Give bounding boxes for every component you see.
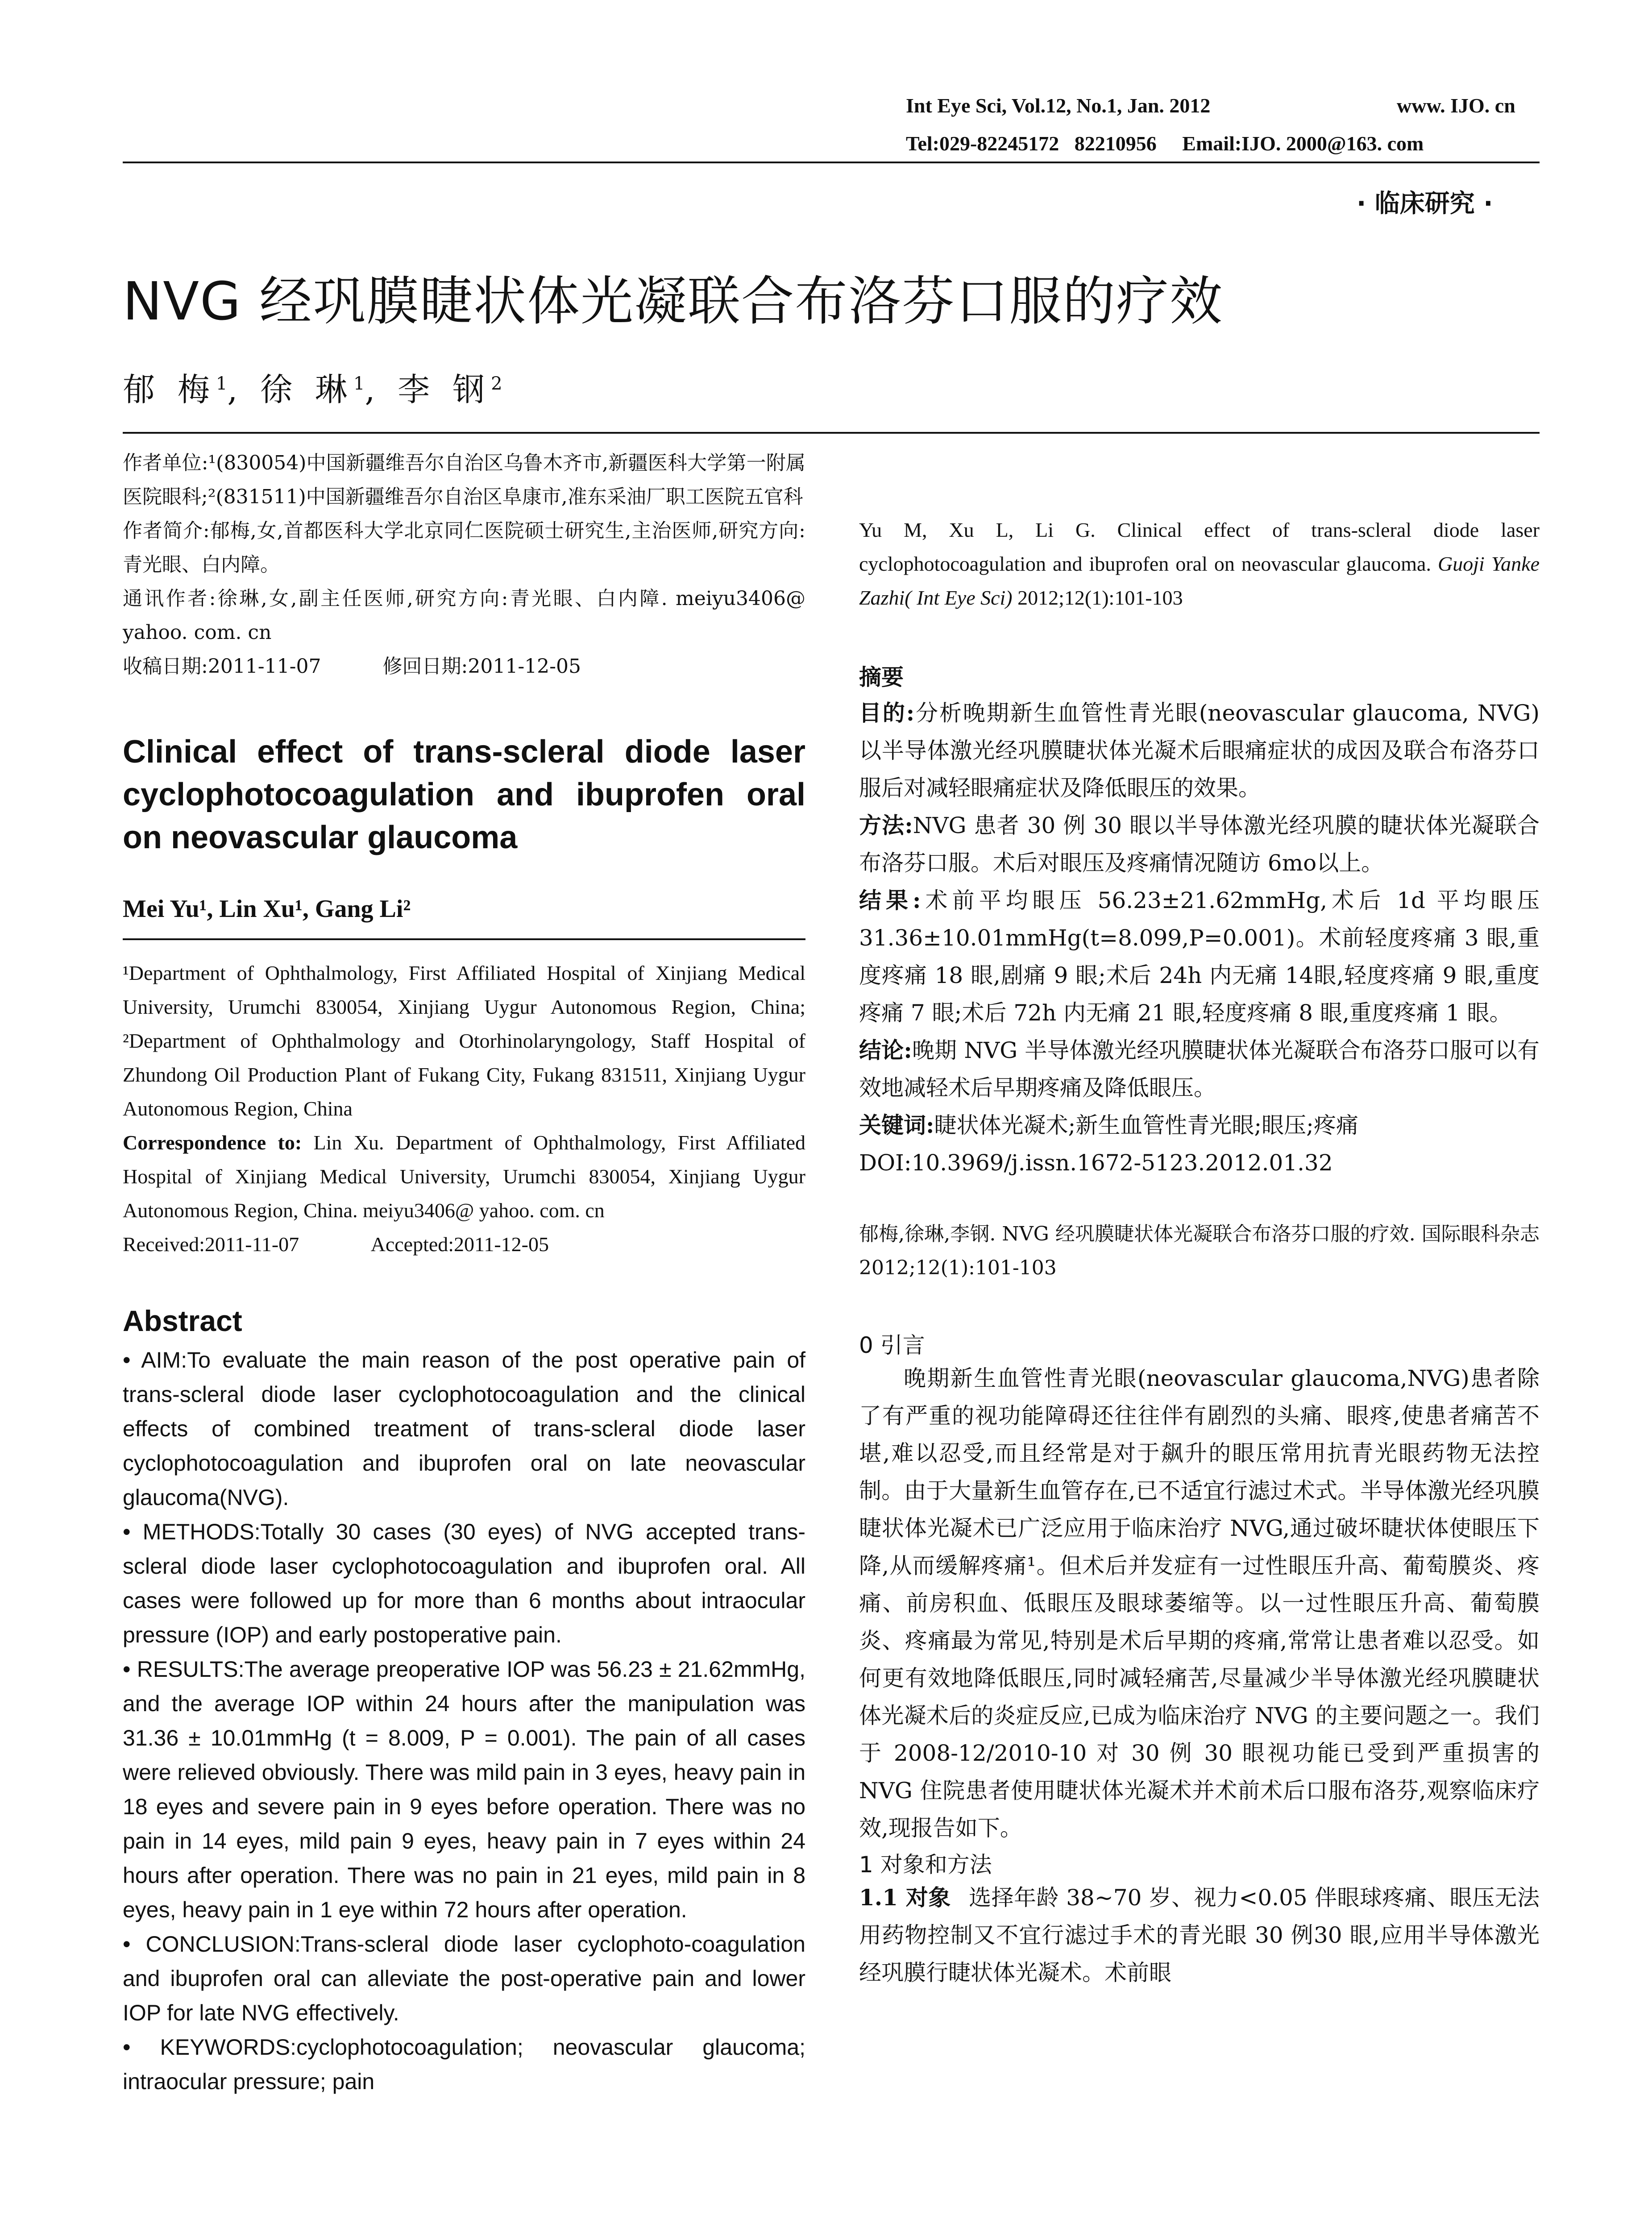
en-title: Clinical effect of trans-scleral diode laser cyclophotocoagulation and ibuprofen oral on neovascular glaucoma [123, 734, 805, 855]
intro-heading: 0 引言 [859, 1332, 925, 1358]
abstract-results [123, 1652, 805, 1927]
left-column [123, 446, 805, 2099]
citation-en-text: Yu M, Xu L, Li G. Clinical effect of trans-scleral diode laser cyclophotocoagulation and ibuprofen oral on neovascular glaucoma. [859, 518, 1540, 575]
author-list: 郁 梅$^1$, 徐 琳$^1$, 李 钢$^2$ [123, 371, 502, 408]
correspondence-label: Correspondence to: [123, 1131, 302, 1154]
cn-abstract-results [859, 882, 1540, 1032]
journal-website: www. IJO. cn [1397, 94, 1515, 117]
cn-results-text: 术前平均眼压 56.23±21.62mmHg,术后 1d 平均眼压 31.36±10.01mmHg(t=8.099,P=0.001)。术前轻度疼痛 3 眼,重度疼痛 18 眼,剧痛 9 眼;术后 24h 内无痛 14眼,轻度疼痛 9 眼,重度疼痛 7 眼;术后 72h 内无痛 21 眼,轻度疼痛 8 眼,重度疼痛 1 眼。 [859, 887, 1540, 1026]
methods-label: • METHODS: [123, 1519, 261, 1544]
subjects-label: 1.1 对象 [859, 1884, 951, 1911]
en-affiliation: ¹Department of Ophthalmology, First Affiliated Hospital of Xinjiang Medical University, Urumchi 830054, Xinjiang Uygur Autonomous Region, China; ²Department of Ophthalmology and Otorhinolaryngology, Staff Hospital of Zhundong Oil Production Plant of Fukang City, Fukang 831511, Xinjiang Uygur Autonomous Region, China [123, 962, 805, 1120]
cn-abstract-methods [859, 807, 1540, 882]
citation-en [859, 513, 1540, 615]
subjects-paragraph [859, 1879, 1540, 1991]
abstract-conclusion [123, 1927, 805, 2030]
author-sup: 1 [353, 373, 365, 394]
conclusion-text: Trans-scleral diode laser cyclophoto-coagulation and ibuprofen oral can alleviate the post-operative pain and lower IOP for late NVG effectively. [123, 1932, 805, 2025]
en-authors-rule [123, 938, 805, 940]
methods-heading: 1 对象和方法 [859, 1852, 992, 1878]
cn-aim-label: 目的: [859, 700, 915, 726]
cn-abstract-heading: 摘要 [859, 664, 904, 690]
en-dates [123, 1227, 805, 1261]
en-authors: Mei Yu¹, Lin Xu¹, Gang Li² [123, 895, 411, 923]
en-correspondence [123, 1126, 805, 1227]
cn-bio: 作者简介:郁梅,女,首都医科大学北京同仁医院硕士研究生,主治医师,研究方向:青光眼、白内障。 [123, 519, 805, 576]
citation-en-tail: 2012;12(1):101-103 [1012, 586, 1183, 609]
authors-rule [123, 432, 1540, 434]
author-sup: 2 [491, 373, 502, 394]
cn-keywords-text: 睫状体光凝术;新生血管性青光眼;眼压;疼痛 [934, 1112, 1359, 1138]
right-column [859, 482, 1540, 1991]
abstract-methods [123, 1515, 805, 1652]
journal-info: Int Eye Sci, Vol.12, No.1, Jan. 2012 [906, 94, 1211, 117]
methods-text: Totally 30 cases (30 eyes) of NVG accepted trans-scleral diode laser cyclophotocoagulation and ibuprofen oral. All cases were followed up for more than 6 months about intraocular pressure (IOP) and early postoperative pain. [123, 1519, 805, 1647]
cn-abstract-aim [859, 694, 1540, 807]
cn-conclusion-label: 结论: [859, 1037, 912, 1063]
results-label: • RESULTS: [123, 1657, 245, 1682]
cn-abstract-conclusion [859, 1032, 1540, 1107]
keywords-text: cyclophotocoagulation; neovascular glaucoma; intraocular pressure; pain [123, 2035, 805, 2094]
abstract-keywords [123, 2030, 805, 2099]
cn-aim-text: 分析晚期新生血管性青光眼(neovascular glaucoma, NVG)以半导体激光经巩膜睫状体光凝术后眼痛症状的成因及联合布洛芬口服后对减轻眼痛症状及降低眼压的效果。 [859, 700, 1540, 801]
results-text: The average preoperative IOP was 56.23 ± 21.62mmHg, and the average IOP within 24 hours after the manipulation was 31.36 ± 10.01mmHg (t = 8.009, P = 0.001). The pain of all cases were relieved obviously. There was mild pain in 3 eyes, heavy pain in 18 eyes and severe pain in 9 eyes before operation. There was no pain in 14 eyes, mild pain 9 eyes, heavy pain in 7 eyes within 24 hours after operation. There was no pain in 21 eyes, mild pain in 8 eyes, heavy pain in 1 eye within 72 hours after operation. [123, 1657, 805, 1922]
header-rule [123, 162, 1540, 163]
author-name: 李 钢 [398, 371, 491, 408]
cn-received: 收稿日期:2011-11-07 [123, 655, 321, 678]
journal-contact: Tel:029-82245172 82210956 Email:IJO. 2000@163. com [906, 132, 1424, 155]
cn-affiliation: 作者单位:¹(830054)中国新疆维吾尔自治区乌鲁木齐市,新疆医科大学第一附属医院眼科;²(831511)中国新疆维吾尔自治区阜康市,准东采油厂职工医院五官科 [123, 452, 805, 508]
author-name: 徐 琳 [260, 371, 354, 408]
page-title: NVG 经巩膜睫状体光凝联合布洛芬口服的疗效 [123, 270, 1223, 332]
cn-conclusion-text: 晚期 NVG 半导体激光经巩膜睫状体光凝联合布洛芬口服可以有效地减轻术后早期疼痛及降低眼压。 [859, 1037, 1540, 1101]
correspondence-text: Lin Xu. Department of Ophthalmology, First Affiliated Hospital of Xinjiang Medical University, Urumchi 830054, Xinjiang Uygur Autonomous Region, China. meiyu3406@ yahoo. com. cn [123, 1131, 805, 1222]
author-name: 郁 梅 [123, 371, 216, 408]
author-sup: 1 [216, 373, 228, 394]
aim-text: To evaluate the main reason of the post operative pain of trans-scleral diode laser cyclophotocoagulation and the clinical effects of combined treatment of trans-scleral diode laser cyclophotocoagulation and ibuprofen oral on late neovascular glaucoma(NVG). [123, 1348, 806, 1510]
cn-revised: 修回日期:2011-12-05 [382, 655, 581, 678]
cn-keywords-label: 关键词: [859, 1112, 934, 1138]
subjects-text: 选择年龄 38~70 岁、视力<0.05 伴眼球疼痛、眼压无法用药物控制又不宜行滤过手术的青光眼 30 例30 眼,应用半导体激光经巩膜行睫状体光凝术。术前眼 [859, 1885, 1540, 1986]
cn-dates [123, 650, 805, 684]
cn-results-label: 结果: [859, 887, 921, 913]
abstract-aim [123, 1343, 805, 1515]
abstract-heading: Abstract [123, 1304, 242, 1337]
citation-en-journal: Guoji Yanke Zazhi( Int Eye Sci) [859, 552, 1540, 609]
cn-abstract-keywords [859, 1107, 1540, 1144]
en-received: Received:2011-11-07 [123, 1233, 299, 1256]
intro-text: 晚期新生血管性青光眼(neovascular glaucoma,NVG)患者除了有严重的视功能障碍还往往伴有剧烈的头痛、眼疼,使患者痛苦不堪,难以忍受,而且经常是对于飙升的眼压常用抗青光眼药物无法控制。由于大量新生血管存在,已不适宜行滤过术式。半导体激光经巩膜睫状体光凝术已广泛应用于临床治疗 NVG,通过破坏睫状体使眼压下降,从而缓解疼痛¹。但术后并发症有一过性眼压升高、葡萄膜炎、疼痛、前房积血、低眼压及眼球萎缩等。以一过性眼压升高、葡萄膜炎、疼痛最为常见,特别是术后早期的疼痛,常常让患者难以忍受。如何更有效地降低眼压,同时减轻痛苦,尽量减少半导体激光经巩膜睫状体光凝术后的炎症反应,已成为临床治疗 NVG 的主要问题之一。我们于 2008-12/2010-10 对 30 例 30 眼视功能已受到严重损害的 NVG 住院患者使用睫状体光凝术并术前术后口服布洛芬,观察临床疗效,现报告如下。 [859, 1365, 1540, 1841]
citation-cn: 郁梅,徐琳,李钢. NVG 经巩膜睫状体光凝联合布洛芬口服的疗效. 国际眼科杂志 2012;12(1):101-103 [859, 1223, 1540, 1279]
doi: DOI:10.3969/j.issn.1672-5123.2012.01.32 [859, 1150, 1333, 1176]
cn-methods-label: 方法: [859, 812, 913, 838]
cn-methods-text: NVG 患者 30 例 30 眼以半导体激光经巩膜的睫状体光凝联合布洛芬口服。术后对眼压及疼痛情况随访 6mo以上。 [859, 813, 1540, 876]
section-tag: · 临床研究 · [1357, 189, 1493, 218]
en-accepted: Accepted:2011-12-05 [370, 1233, 549, 1256]
aim-label: • AIM: [123, 1348, 187, 1373]
cn-correspondence: 通讯作者:徐琳,女,副主任医师,研究方向:青光眼、白内障. meiyu3406@ yahoo. com. cn [123, 587, 805, 644]
keywords-label: • KEYWORDS: [123, 2035, 297, 2060]
conclusion-label: • CONCLUSION: [123, 1932, 301, 1957]
